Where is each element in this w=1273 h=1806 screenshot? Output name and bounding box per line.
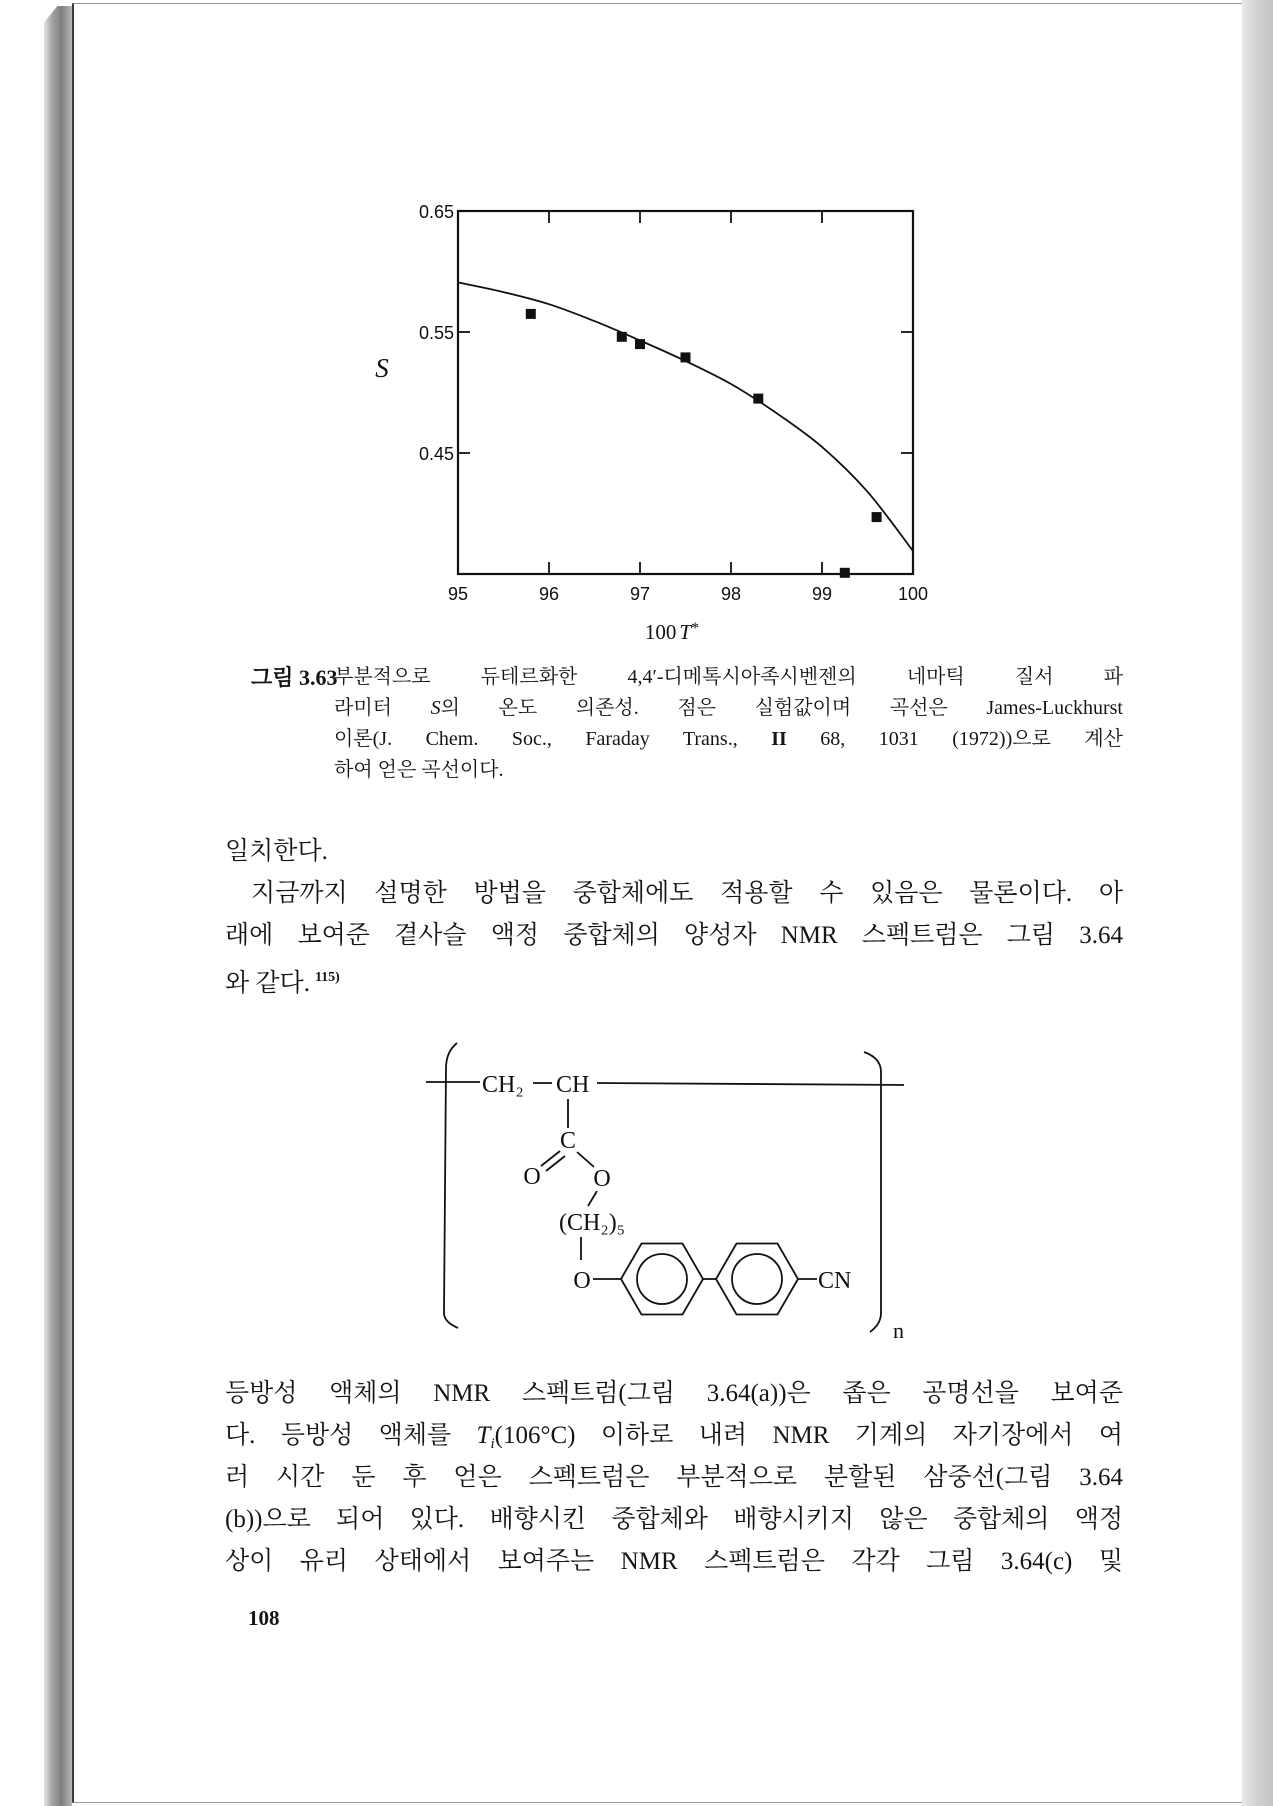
x-tick-label: 98 [720, 584, 742, 604]
ether-oxygen-label: O [573, 1268, 591, 1294]
x-tick-label: 96 [538, 584, 560, 604]
y-tick-label: 0.45 [418, 444, 454, 464]
aromatic-circle-2 [732, 1254, 782, 1304]
body-text: (106°C) 이하로 내려 NMR 기계의 자기장에서 여 [494, 1422, 1123, 1449]
caption-text: 이론(J. Chem. Soc., Faraday Trans., [334, 728, 772, 750]
body-text: (b))으로 되어 있다. 배향시킨 중합체와 배향시키지 않은 중합체의 액정 [225, 1506, 1123, 1533]
ester-bond [577, 1152, 594, 1167]
caption-line [334, 693, 1123, 724]
body-line [225, 1415, 1123, 1457]
right-repeat-bracket [864, 1052, 881, 1332]
backbone-bond-right [597, 1083, 904, 1085]
body-text: 일치한다. [225, 838, 328, 865]
carbonyl-double-bond-b [546, 1156, 565, 1171]
body-text: 러 시간 둔 후 얻은 스펙트럼은 부분적으로 분할된 삼중선(그림 3.64 [225, 1464, 1123, 1491]
body-line [225, 1499, 1123, 1541]
reference-superscript: 115) [314, 970, 340, 985]
x-tick-label: 100 [897, 584, 929, 604]
body-text-lower [225, 1373, 1123, 1583]
carbonyl-carbon-label: C [559, 1128, 577, 1154]
body-line [225, 873, 1123, 915]
y-tick-label: 0.65 [418, 202, 454, 222]
backbone-ch2-label: CH₂ [482, 1072, 524, 1098]
body-text: 와 같다. [225, 970, 310, 997]
body-line [225, 831, 1123, 873]
x-tick-label: 97 [629, 584, 651, 604]
body-line [225, 915, 1123, 957]
y-tick-label: 0.55 [418, 323, 454, 343]
body-text: 다. 등방성 액체를 [225, 1422, 477, 1449]
symbol-t: T [476, 1422, 491, 1449]
body-text: 상이 유리 상태에서 보여주는 NMR 스펙트럼은 각각 그림 3.64(c) 및 [225, 1548, 1123, 1575]
y-axis-label: S [375, 353, 389, 383]
caption-line [334, 662, 1123, 693]
caption-text: 의 온도 의존성. 점은 실험값이며 곡선은 James-Luckhurst [440, 697, 1123, 719]
caption-text: 68, 1031 (1972))으로 계산 [786, 728, 1123, 750]
body-line [225, 1457, 1123, 1499]
body-text: 지금까지 설명한 방법을 중합체에도 적용할 수 있음은 물론이다. 아 [251, 880, 1123, 907]
symbol-subscript-i: i [490, 1436, 495, 1452]
left-repeat-bracket [444, 1043, 458, 1328]
figure-caption [334, 662, 1123, 786]
x-axis-label: 100 T* [644, 620, 700, 644]
caption-line [334, 755, 1123, 786]
body-text: 등방성 액체의 NMR 스펙트럼(그림 3.64(a))은 좁은 공명선을 보여준 [225, 1380, 1123, 1407]
body-text: 래에 보여준 곁사슬 액정 중합체의 양성자 NMR 스펙트럼은 그림 3.64 [225, 922, 1123, 949]
caption-text: 부분적으로 듀테르화한 4,4′-디메톡시아족시벤젠의 네마틱 질서 파 [334, 666, 1123, 688]
caption-text: 하여 얻은 곡선이다. [334, 759, 504, 781]
x-tick-label: 99 [811, 584, 833, 604]
body-text-upper [225, 831, 1123, 999]
repeat-unit-subscript: n [893, 1318, 904, 1343]
ester-spacer-bond [588, 1191, 597, 1206]
cyano-group-label: CN [818, 1268, 852, 1294]
caption-line [334, 724, 1123, 755]
body-line [225, 1541, 1123, 1583]
ester-oxygen-label: O [593, 1166, 611, 1192]
x-tick-label: 95 [447, 584, 469, 604]
carbonyl-oxygen-label: O [523, 1164, 541, 1190]
figure-label: 그림 3.63 [251, 665, 338, 690]
carbonyl-double-bond-a [541, 1151, 560, 1166]
spacer-label: (CH₂)₅ [559, 1210, 626, 1236]
aromatic-circle-1 [637, 1254, 687, 1304]
caption-symbol-s: S [430, 697, 441, 719]
backbone-ch-label: CH [556, 1072, 590, 1098]
caption-volume: II [771, 728, 787, 750]
page-number: 108 [248, 1606, 280, 1630]
body-line [225, 1373, 1123, 1415]
body-line [225, 957, 1123, 999]
caption-text: 라미터 [334, 697, 431, 719]
